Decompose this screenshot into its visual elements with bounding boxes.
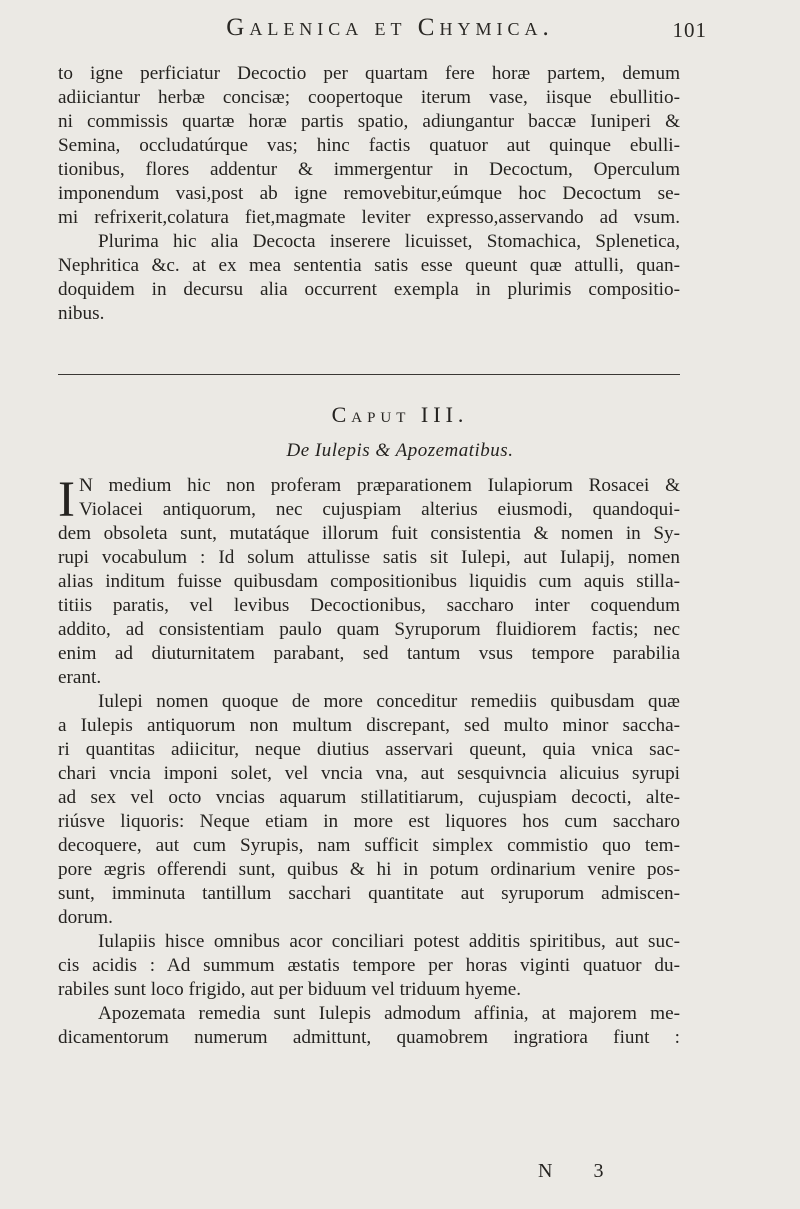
text-line: N medium hic non proferam præparationem Iulapiorum Rosacei & — [78, 475, 680, 496]
text-line: sunt, imminuta tantillum sacchari quantitate aut syruporum admiscen- — [58, 883, 680, 904]
text-line: dorum. — [58, 907, 113, 928]
text-line: ad sex vel octo vncias aquarum stillatitiarum, cujuspiam decocti, alte- — [58, 787, 680, 808]
running-title: Galenica et Chymica. — [226, 14, 554, 41]
text-line: Nephritica &c. at ex mea sententia satis esse queunt quæ attulli, quan- — [58, 255, 680, 276]
text-line: ni commissis quartæ horæ partis spatio, adiungantur baccæ Iuniperi & — [58, 111, 680, 132]
text-line: pore ægris offerendi sunt, quibus & hi in potum ordinarium venire pos- — [58, 859, 680, 880]
text-line: addito, ad consistentiam paulo quam Syruporum fluidiorem factis; nec — [58, 619, 680, 640]
signature-mark: N 3 — [538, 1160, 622, 1182]
text-line: Apozemata remedia sunt Iulepis admodum affinia, at majorem me- — [98, 1003, 680, 1024]
text-line: Semina, occludatúrque vas; hinc factis quatuor aut quinque ebulli- — [58, 135, 680, 156]
text-line: chari vncia imponi solet, vel vncia vna, aut sesquivncia alicuius syrupi — [58, 763, 680, 784]
text-line: cis acidis : Ad summum æstatis tempore per horas viginti quatuor du- — [58, 955, 680, 976]
text-line: erant. — [58, 667, 102, 688]
text-line: to igne perficiatur Decoctio per quartam fere horæ partem, demum — [58, 63, 680, 84]
page-number: 101 — [672, 18, 707, 42]
text-line: riúsve liquoris: Neque etiam in more est liquores hos cum saccharo — [58, 811, 680, 832]
drop-cap: I — [58, 472, 75, 528]
text-line: Violacei antiquorum, nec cujuspiam alterius eiusmodi, quandoqui- — [78, 499, 680, 520]
section-divider — [58, 374, 680, 375]
text-line: rabiles sunt loco frigido, aut per biduum vel triduum hyeme. — [58, 979, 522, 1000]
text-line: doquidem in decursu alia occurrent exempla in plurimis compositio- — [58, 279, 680, 300]
text-line: Iulapiis hisce omnibus acor conciliari potest additis spiritibus, aut suc- — [98, 931, 680, 952]
text-line: imponendum vasi,post ab igne removebitur,eúmque hoc Decoctum se- — [58, 183, 680, 204]
text-line: alias inditum fuisse quibusdam compositionibus liquidis cum aquis stilla- — [58, 571, 680, 592]
text-line: adiiciantur herbæ concisæ; coopertoque iterum vase, iisque ebullitio- — [58, 87, 680, 108]
text-line: ri quantitas adiicitur, neque diutius asservari queunt, quia vnica sac- — [58, 739, 680, 760]
text-line: dem obsoleta sunt, mutatáque illorum fuit consistentia & nomen in Sy- — [58, 523, 680, 544]
text-line: nibus. — [58, 303, 105, 324]
text-line: Plurima hic alia Decocta inserere licuisset, Stomachica, Splenetica, — [98, 231, 680, 252]
text-line: rupi vocabulum : Id solum attulisse satis sit Iulepi, aut Iulapij, nomen — [58, 547, 680, 568]
text-line: tionibus, flores addentur & immergentur in Decoctum, Operculum — [58, 159, 680, 180]
chapter-title: Caput III. — [331, 402, 469, 427]
text-line: enim ad diuturnitatem parabant, sed tantum vsus tempore parabilia — [58, 643, 680, 664]
chapter-subtitle: De Iulepis & Apozematibus. — [286, 440, 514, 461]
paragraph-iulepi — [58, 474, 680, 1050]
text-line: mi refrixerit,colatura fiet,magmate leviter expresso,asservando ad vsum. — [58, 207, 680, 228]
text-line: Iulepi nomen quoque de more conceditur remediis quibusdam quæ — [98, 691, 680, 712]
text-line: decoquere, aut cum Syrupis, nam sufficit simplex commistio quo tem- — [58, 835, 680, 856]
paragraph-decoctions — [58, 62, 680, 326]
text-line: a Iulepis antiquorum non multum discrepant, sed multo minor saccha- — [58, 715, 680, 736]
text-line: titiis paratis, vel levibus Decoctionibus, saccharo inter coquendum — [58, 595, 680, 616]
text-line: dicamentorum numerum admittunt, quamobrem ingratiora fiunt : — [58, 1027, 680, 1048]
